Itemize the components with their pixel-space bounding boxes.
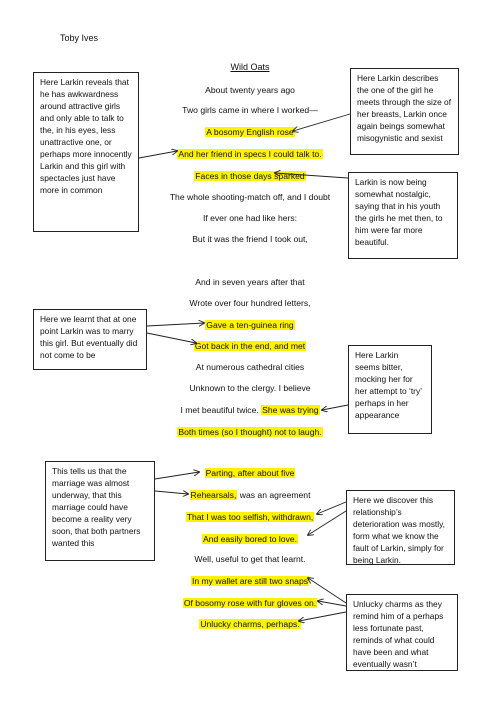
arrow-charms-c: [299, 612, 346, 621]
note-marriage: Here we learnt that at one point Larkin was to marry this girl. But eventually did not come to be: [33, 309, 147, 370]
note-deterioration: Here we discover this relationship’s deterioration was mostly, form what we know the fault of Larkin, simply for being Larkin.: [346, 490, 455, 565]
arrow-deterioration-b: [308, 511, 346, 535]
highlighted-text: Faces in those days sparked: [195, 171, 305, 181]
highlighted-text: A bosomy English rose: [206, 127, 294, 137]
line-text: About twenty years ago: [205, 85, 295, 95]
highlighted-text: That I was too selfish, withdrawn,: [186, 512, 314, 522]
line-text: But it was the friend I took out,: [192, 234, 308, 244]
arrow-charms-b: [318, 601, 346, 606]
highlighted-text: Both times (so I thought) not to laugh.: [178, 427, 322, 437]
line-text: was an agreement: [237, 490, 311, 500]
highlighted-text: Rehearsals,: [190, 490, 237, 500]
highlighted-text: And her friend in specs I could talk to.: [178, 149, 322, 159]
highlighted-text: She was trying: [262, 405, 319, 415]
poem-title: Wild Oats: [230, 62, 270, 72]
line-text: Two girls came in where I worked—: [182, 105, 318, 115]
arrow-deterioration-a: [317, 502, 346, 514]
note-nostalgia: Larkin is now being somewhat nostalgic, saying that in his youth the girls he met then, to him were far more beautiful.: [348, 172, 458, 259]
highlighted-text: Unlucky charms, perhaps.: [200, 619, 300, 629]
arrow-marriage-b: [147, 333, 196, 343]
highlighted-text: Of bosomy rose with fur gloves on.: [183, 598, 317, 608]
line-text: I met beautiful twice.: [180, 405, 262, 415]
line-text: The whole shooting-match off, and I doubt: [169, 192, 331, 202]
author-name: Toby Ives: [60, 33, 99, 43]
arrow-engagement-a: [155, 472, 199, 479]
highlighted-text: Gave a ten-guinea ring: [206, 320, 294, 330]
highlighted-text: In my wallet are still two snaps: [191, 576, 309, 586]
line-text: And in seven years after that: [195, 277, 305, 287]
line-text: Unknown to the clergy. I believe: [189, 383, 311, 393]
arrow-charms-a: [308, 578, 346, 603]
line-text: Well, useful to get that learnt.: [194, 554, 306, 564]
highlighted-text: Got back in the end, and met: [194, 341, 306, 351]
line-text: Wrote over four hundred letters,: [189, 298, 311, 308]
line-text: At numerous cathedral cities: [195, 362, 305, 372]
arrow-marriage-a: [147, 323, 204, 326]
note-awkwardness: Here Larkin reveals that he has awkwardness around attractive girls and only able to talk to the, in his eyes, less unattractive one, or perhaps more innocently Larkin and this girl with spectacles just have more in common: [33, 72, 139, 232]
arrow-misogyny: [293, 114, 350, 131]
arrow-awkwardness: [139, 151, 177, 158]
note-misogyny: Here Larkin describes the one of the girl he meets through the size of her breasts, Larkin once again beings somewhat misogynistic and sexist: [350, 68, 459, 155]
note-bitterness: Here Larkin seems bitter, mocking her for her attempt to ‘try’ perhaps in her appearance: [348, 345, 432, 434]
arrow-nostalgia: [275, 173, 348, 178]
highlighted-text: And easily bored to love.: [202, 534, 298, 544]
line-text: If ever one had like hers:: [202, 213, 298, 223]
note-unlucky-charms: Unlucky charms as they remind him of a perhaps less fortunate past, reminds of what could have been and what eventually wasn’t: [346, 594, 458, 671]
highlighted-text: Parting, after about five: [205, 468, 295, 478]
arrow-engagement-b: [155, 491, 188, 494]
note-engagement: This tells us that the marriage was almost underway, that this marriage could have become a reality very soon, that both partners wanted this: [45, 461, 155, 561]
arrow-bitterness: [322, 405, 348, 410]
